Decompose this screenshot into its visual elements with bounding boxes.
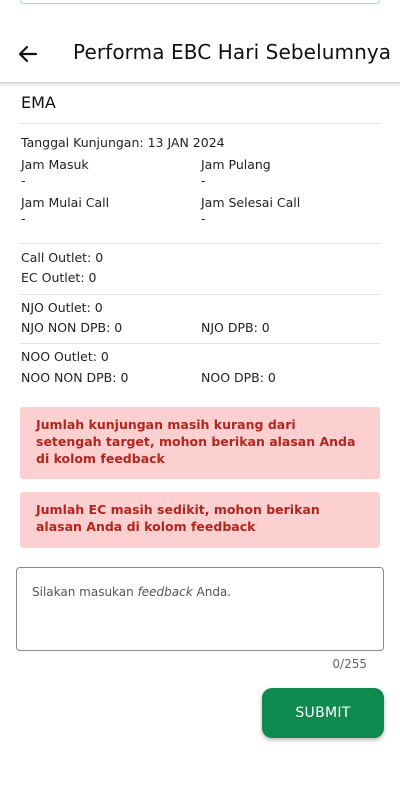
arrow-left-icon[interactable] [16,42,40,66]
divider [20,123,380,124]
jam-selesai-call-value: - [201,211,206,226]
jam-masuk-value: - [21,173,26,188]
jam-pulang-value: - [201,173,206,188]
divider [20,294,380,295]
jam-mulai-call-label: Jam Mulai Call [21,195,110,210]
feedback-textarea[interactable] [16,567,384,651]
call-outlet: Call Outlet: 0 [21,250,104,265]
jam-mulai-call-value: - [21,211,26,226]
njo-dpb: NJO DPB: 0 [201,320,270,335]
jam-masuk-label: Jam Masuk [21,157,89,172]
jam-selesai-call-label: Jam Selesai Call [201,195,301,210]
page-title: Performa EBC Hari Sebelumnya [73,40,392,64]
alert-ec-low: Jumlah EC masih sedikit, mohon berikan alasan Anda di kolom feedback [20,492,380,548]
ec-outlet: EC Outlet: 0 [21,270,97,285]
app-bar [0,28,400,83]
divider [20,243,380,244]
alert-visit-target: Jumlah kunjungan masih kurang dari setengah target, mohon berikan alasan Anda di kolom feedback [20,407,380,479]
njo-outlet: NJO Outlet: 0 [21,300,103,315]
noo-dpb: NOO DPB: 0 [201,370,276,385]
noo-outlet: NOO Outlet: 0 [21,349,109,364]
feedback-placeholder: Silakan masukan feedback Anda. [32,585,232,599]
divider [20,343,380,344]
character-counter: 0/255 [332,657,367,671]
visit-date: Tanggal Kunjungan: 13 JAN 2024 [21,135,225,150]
top-card-edge [20,0,380,4]
jam-pulang-label: Jam Pulang [201,157,271,172]
salesman-name: EMA [21,93,56,112]
njo-non-dpb: NJO NON DPB: 0 [21,320,123,335]
submit-button[interactable]: SUBMIT [262,688,384,738]
noo-non-dpb: NOO NON DPB: 0 [21,370,129,385]
